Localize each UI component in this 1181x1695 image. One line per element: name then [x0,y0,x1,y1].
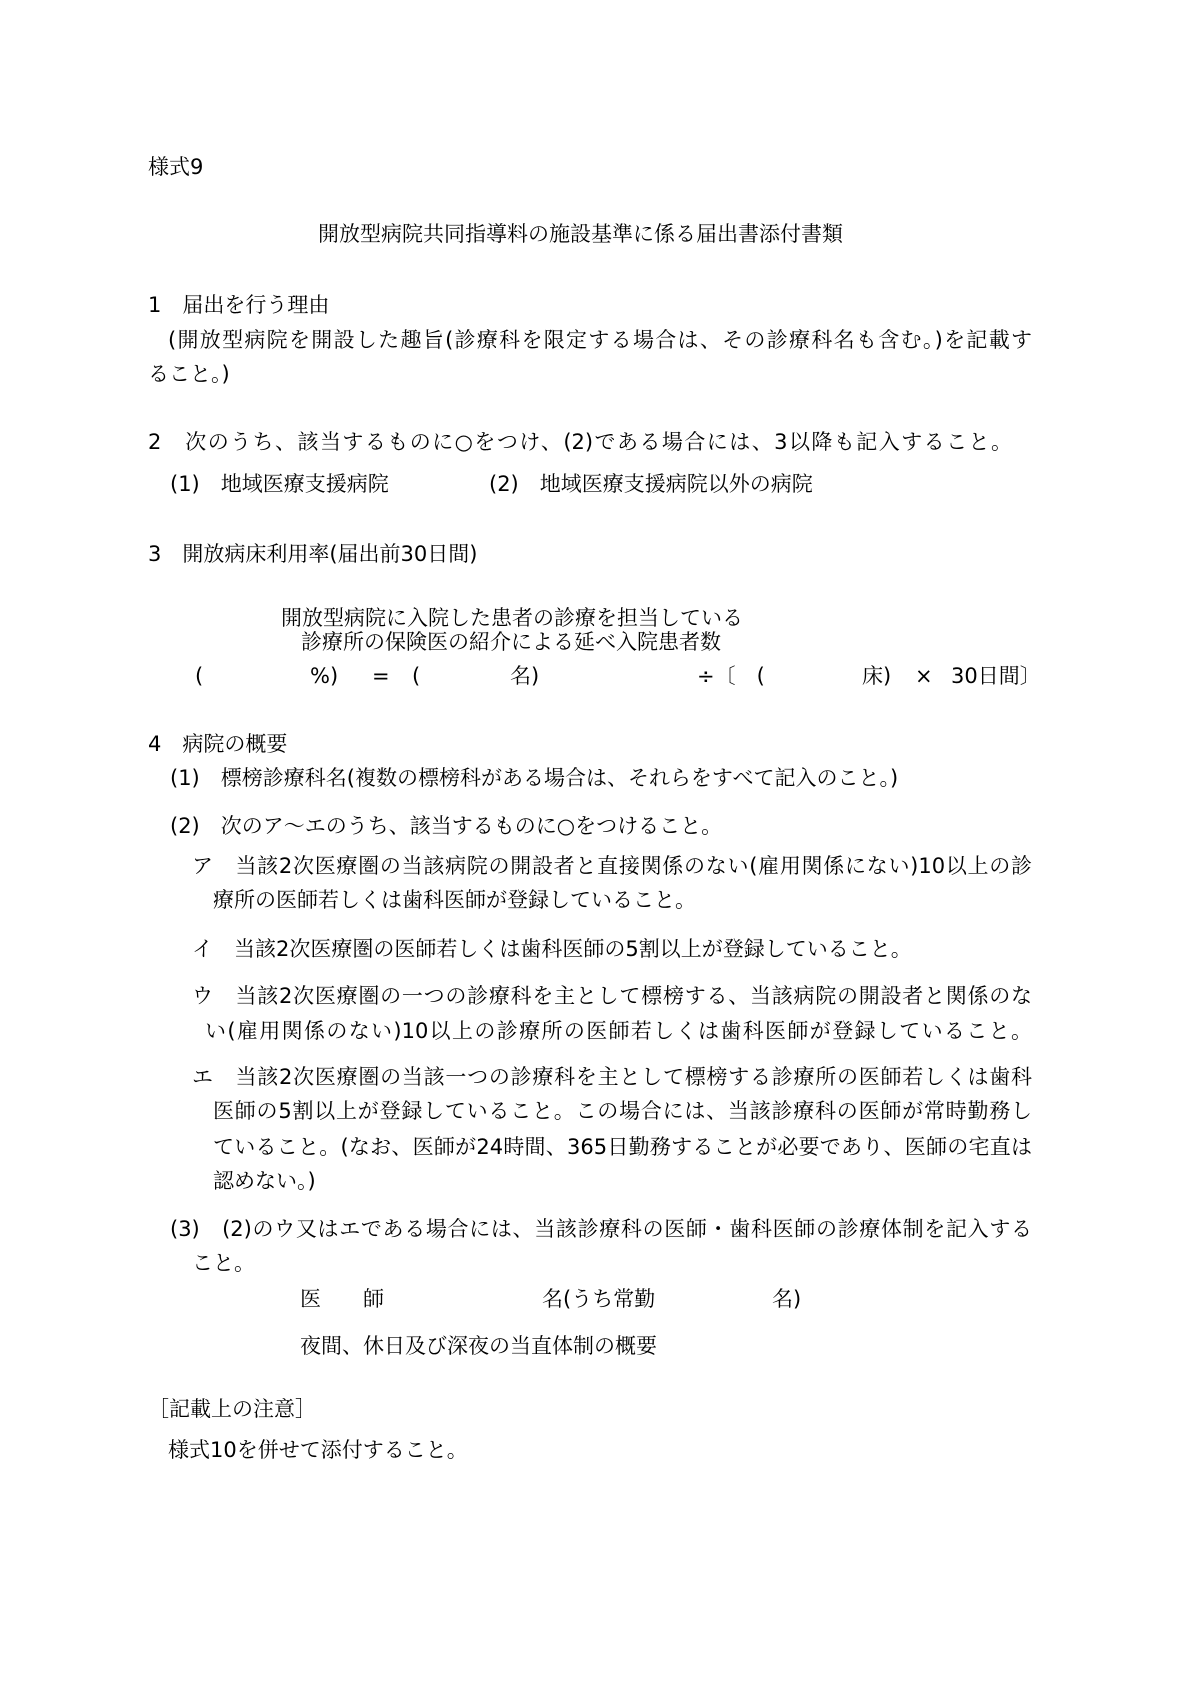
section2-option2: (2) 地域医療支援病院以外の病院 [489,472,813,496]
section4-item1: (1) 標榜診療科名(複数の標榜科がある場合は、それらをすべて記入のこと。) [170,766,899,790]
formula-divide: ÷〔 ( [697,664,765,688]
doctor-fulltime-label: 名) [772,1287,802,1311]
section4-item3-line1: (3) (2)のウ又はエである場合には、当該診療科の医師・歯科医師の診療体制を記入する [170,1217,1032,1241]
formula-numerator-line2: 診療所の保険医の紹介による延べ入院患者数 [301,630,721,654]
section2-option1: (1) 地域医療支援病院 [170,472,389,496]
section3-heading: 3 開放病床利用率(届出前30日間) [148,542,478,566]
doctor-count-label: 名(うち常勤 [542,1287,656,1311]
formula-equals: = [372,664,390,688]
formula-times: × [915,664,933,688]
section1-heading: 1 届出を行う理由 [148,293,330,317]
section4-item2: (2) 次のア～エのうち、該当するものに○をつけること。 [170,814,723,838]
notes-heading: ［記載上の注意］ [148,1397,316,1421]
option-e-line4: 認めない。) [213,1169,316,1193]
section1-note-line2: ること。) [148,362,230,386]
document-title: 開放型病院共同指導料の施設基準に係る届出書添付書類 [318,222,843,246]
notes-text: 様式10を併せて添付すること。 [168,1438,468,1462]
option-a-line1: ア 当該2次医療圏の当該病院の開設者と直接関係のない(雇用関係にない)10以上の診 [192,854,1032,878]
option-a-line2: 療所の医師若しくは歯科医師が登録していること。 [213,888,696,912]
formula-open-paren: ( [195,664,204,688]
night-duty-label: 夜間、休日及び深夜の当直体制の概要 [300,1334,657,1358]
formula-days: 30日間〕 [951,664,1041,688]
option-u-line1: ウ 当該2次医療圏の一つの診療科を主として標榜する、当該病院の開設者と関係のな [192,984,1032,1008]
section4-item3-line2: こと。 [192,1251,255,1275]
formula-persons: 名) [510,664,540,688]
option-e-line1: エ 当該2次医療圏の当該一つの診療科を主として標榜する診療所の医師若しくは歯科 [192,1065,1032,1089]
option-u-line2: い(雇用関係のない)10以上の診療所の医師若しくは歯科医師が登録していること。 [205,1019,1032,1043]
option-e-line3: ていること。(なお、医師が24時間、365日勤務することが必要であり、医師の宅直は [213,1135,1032,1159]
option-i-line1: イ 当該2次医療圏の医師若しくは歯科医師の5割以上が登録していること。 [192,937,912,961]
doctor-label: 医 師 [300,1287,384,1311]
section4-heading: 4 病院の概要 [148,732,288,756]
form-number: 様式9 [148,155,204,179]
formula-percent: %) [310,664,339,688]
formula-beds: 床) [862,664,892,688]
option-e-line2: 医師の5割以上が登録していること。この場合には、当該診療科の医師が常時勤務し [213,1099,1032,1123]
section1-note-line1: (開放型病院を開設した趣旨(診療科を限定する場合は、その診療科名も含む。)を記載す [168,328,1032,352]
formula-open-paren-2: ( [412,664,421,688]
formula-numerator-line1: 開放型病院に入院した患者の診療を担当している [281,606,743,630]
section2-heading: 2 次のうち、該当するものに○をつけ、(2)である場合には、3以降も記入すること。 [148,430,1012,454]
